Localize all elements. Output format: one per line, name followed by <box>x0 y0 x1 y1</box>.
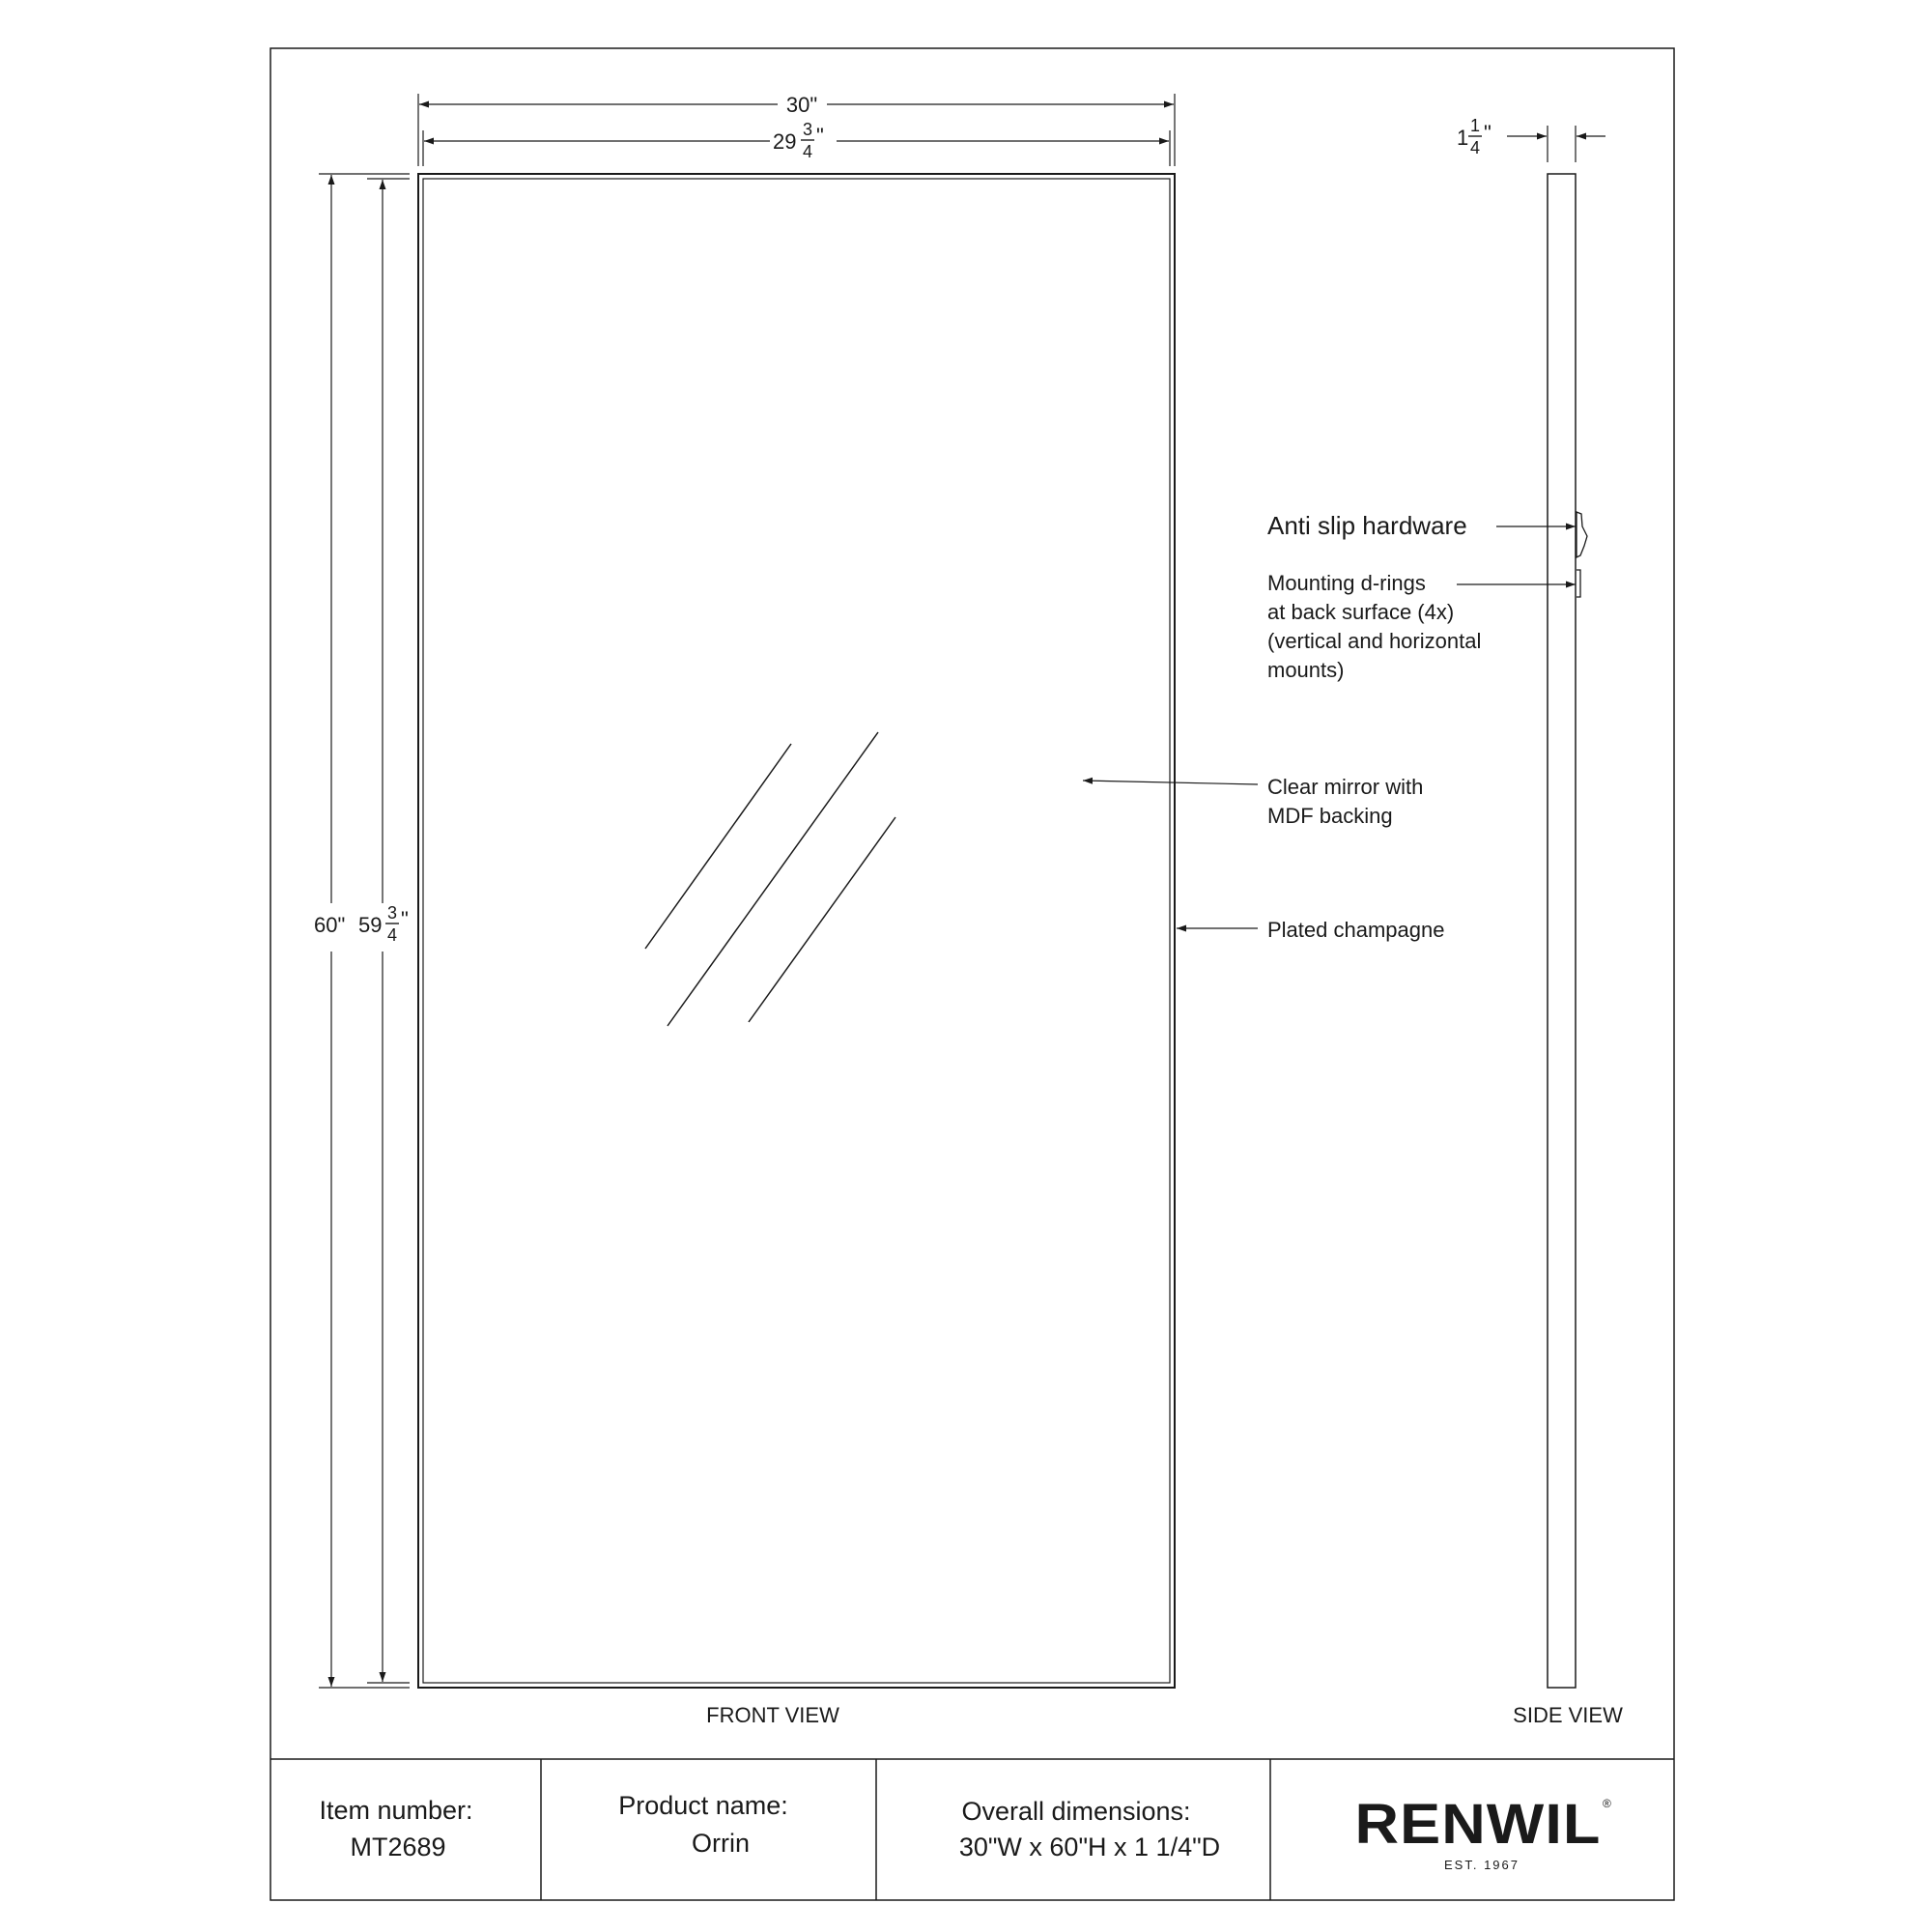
inner-width-inch: " <box>816 124 824 148</box>
depth-num: 1 <box>1469 116 1481 135</box>
sheet-border <box>270 48 1674 1900</box>
mirror-side-profile <box>1548 174 1576 1688</box>
registered-mark: ® <box>1603 1797 1611 1810</box>
finish-callout: Plated champagne <box>1267 918 1445 942</box>
side-view <box>1548 174 1587 1688</box>
front-view-caption: FRONT VIEW <box>706 1703 839 1727</box>
depth-whole: 1 <box>1457 126 1469 150</box>
reflection-line <box>668 732 878 1026</box>
mirror-callout-line-2: MDF backing <box>1267 804 1393 828</box>
d-rings-callout-line-2: at back surface (4x) <box>1267 600 1455 624</box>
inner-height-inch: " <box>401 907 409 931</box>
d-rings-callout-line-1: Mounting d-rings <box>1267 571 1426 595</box>
overall-height-label: 60" <box>314 913 346 937</box>
brand-logo: RENWIL <box>1354 1793 1602 1856</box>
overall-width-label: 30" <box>785 93 818 117</box>
product-name-label: Product name: <box>618 1791 788 1820</box>
brand-established: EST. 1967 <box>1444 1858 1520 1872</box>
product-name-value: Orrin <box>692 1829 750 1858</box>
item-number-value: MT2689 <box>350 1833 446 1861</box>
depth-den: 4 <box>1469 138 1481 157</box>
d-ring-bracket <box>1577 570 1580 597</box>
anti-slip-hardware <box>1577 512 1587 557</box>
inner-height-num: 3 <box>386 903 398 923</box>
title-block <box>270 1759 1674 1900</box>
mirror-callout-line-1: Clear mirror with <box>1267 775 1424 799</box>
inner-width-whole: 29 <box>773 129 797 154</box>
inner-width-den: 4 <box>802 142 813 161</box>
callouts <box>1083 511 1576 942</box>
d-rings-callout-line-4: mounts) <box>1267 658 1345 682</box>
mirror-glass-edge <box>423 179 1170 1683</box>
item-number-label: Item number: <box>319 1796 473 1825</box>
depth-dimension <box>1457 116 1605 162</box>
inner-width-num: 3 <box>802 120 813 139</box>
anti-slip-callout: Anti slip hardware <box>1267 511 1467 540</box>
reflection-line <box>645 744 791 949</box>
d-rings-callout-line-3: (vertical and horizontal <box>1267 629 1482 653</box>
side-view-caption: SIDE VIEW <box>1513 1703 1623 1727</box>
width-dimension <box>418 93 1175 166</box>
height-dimension <box>309 174 410 1688</box>
overall-dimensions-value: 30"W x 60"H x 1 1/4"D <box>958 1833 1221 1861</box>
inner-height-den: 4 <box>386 925 398 945</box>
inner-height-whole: 59 <box>358 913 383 937</box>
overall-dimensions-label: Overall dimensions: <box>961 1797 1191 1826</box>
mirror-frame-outer <box>418 174 1175 1688</box>
front-view <box>418 174 1175 1688</box>
depth-inch: " <box>1484 121 1492 145</box>
reflection-line <box>749 817 895 1022</box>
